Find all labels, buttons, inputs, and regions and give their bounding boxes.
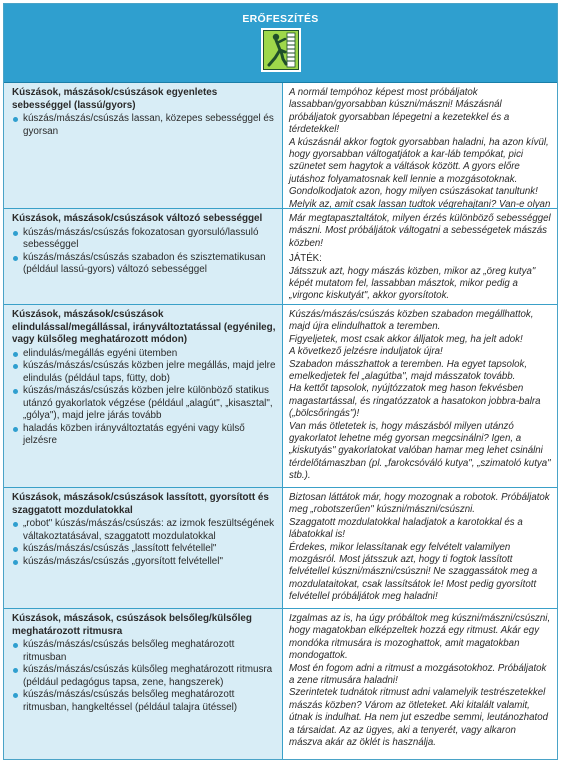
- list-item: kúszás/mászás/csúszás belsőleg meghatározott ritmusban, hangkeltéssel (például talajra ütéssel): [12, 689, 276, 714]
- exercise-bullets: [12, 348, 276, 448]
- activity-table: [3, 3, 558, 760]
- exercise-bullets: [12, 639, 276, 714]
- list-item: elindulás/megállás egyéni ütemben: [12, 348, 276, 361]
- exercise-bullets: [12, 113, 276, 138]
- instruction-paragraph: Gondolkodjatok azon, hogy milyen csúszásokat tanultunk! Melyik az, amit csak lassan tudtok végrehajtani? Van-e olyan: [289, 186, 551, 208]
- section-header: [4, 4, 557, 83]
- instruction-paragraph: Most én fogom adni a ritmust a mozgásotokhoz. Próbáljatok a zene ritmusára haladni!: [289, 662, 547, 687]
- instruction-cell: [283, 83, 557, 208]
- list-item: kúszás/mászás/csúszás fokozatosan gyorsuló/lassuló sebességgel: [12, 227, 276, 252]
- table-row: [4, 609, 557, 759]
- activity-rows: [4, 83, 557, 759]
- game-label: JÁTÉK:: [289, 253, 322, 265]
- exercise-title: Kúszások, mászások/csúszások változó sebességgel: [12, 213, 263, 224]
- instruction-paragraph: A normál tempóhoz képest most próbáljatok lassabban/gyorsabban kúszni/mászni! Mászásnál próbáljatok gyorsabban lépegetni a kezetekkel és a térdetekkel!: [289, 87, 510, 136]
- exercise-bullets: [12, 518, 276, 568]
- instruction-paragraph: A következő jelzésre induljatok újra!: [289, 346, 443, 358]
- instruction-paragraph: Ha kettőt tapsolok, nyújtózzatok meg hason fekvésben magastartással, és ringatózzatok a hasatokon jobbra-balra („bölcsőringás")!: [289, 383, 541, 420]
- game-text: Játsszuk azt, hogy mászás közben, mikor az „öreg kutya" képét mutatom fel, lassabban másztok, mikor pedig a „virgonc kiskutyát", akkor gyorsítotok.: [289, 265, 536, 302]
- list-item: kúszás/mászás/csúszás „lassított felvétellel": [12, 543, 276, 556]
- instruction-paragraph: Már megtapasztaltátok, milyen érzés különböző sebességgel mászni. Most próbáljátok váltogatni a sebességetek mászás közben!: [289, 213, 551, 249]
- exercise-cell: [4, 488, 283, 608]
- instruction-paragraph: Izgalmas az is, ha úgy próbáltok meg kúszni/mászni/csúszni, hogy magatokban elképzeltek hozzá egy ritmust. Akár egy mondóka ritmusára is mozoghattok, amit magatokban mondogattok.: [289, 613, 551, 662]
- table-row: [4, 209, 557, 305]
- instruction-paragraph: Érdekes, mikor lelassítanak egy felvételt valamilyen mozgásról. Most játsszuk azt, hogy ti fogtok lassított felvétellel kúszni/mászni/csúszni! Ne szaggassátok meg a mozdulataitokat, csak lassítsátok le! Most pedig gyorsított felvétellel próbáljátok meg haladni!: [289, 541, 538, 603]
- instruction-paragraph: A kúszásnál akkor fogtok gyorsabban haladni, ha azon kívül, hogy gyorsabban váltogatjátok a kar-láb tempókat, pici szünetet sem hagytok a váltások között. A gyors előre jutáshoz folyamatosnak kell lennie a mozgásotoknak.: [289, 136, 549, 185]
- table-row: [4, 83, 557, 209]
- list-item: kúszás/mászás/csúszás lassan, közepes sebességgel és gyorsan: [12, 113, 276, 138]
- exercise-title: Kúszások, mászások/csúszások elindulással/megállással, irányváltoztatással (egyénileg, vagy külsőleg meghatározott módon): [12, 309, 276, 345]
- list-item: kúszás/mászás/csúszás közben jelre megállás, majd jelre elindulás (például taps, fütty, dob): [12, 360, 276, 385]
- exercise-bullets: [12, 227, 276, 277]
- exercise-title: Kúszások, mászások/csúszások egyenletes sebességgel (lassú/gyors): [12, 87, 218, 111]
- list-item: kúszás/mászás/csúszás közben jelre különböző statikus utánzó gyakorlatok végzése (például „alagút", „kisasztal", „gólya"), majd jelre járás tovább: [12, 385, 276, 423]
- list-item: kúszás/mászás/csúszás külsőleg meghatározott ritmusra (például pedagógus tapsa, zene, hangszerek): [12, 664, 276, 689]
- section-title: ERŐFESZÍTÉS: [242, 13, 319, 25]
- instruction-cell: [283, 488, 557, 608]
- instruction-cell: [283, 305, 557, 487]
- list-item: „robot" kúszás/mászás/csúszás: az izmok feszültségének váltakoztatásával, szaggatott mozdulatokkal: [12, 518, 276, 543]
- instruction-paragraph: Szerintetek tudnátok ritmust adni valamelyik testrészetekkel mászás közben? Várom az ötleteket. Aki kitalált valamit, útnak is indulhat. Ha nem jut eszedbe semmi, leutánozhatod a társaidat. Az az ügyes, aki a tenyerét, vagy alkaron mászva akár az öklét is használja.: [289, 687, 549, 749]
- instruction-paragraph: Figyeljetek, most csak akkor álljatok meg, ha jelt adok!: [289, 333, 523, 345]
- exercise-cell: [4, 83, 283, 208]
- exercise-title: Kúszások, mászások/csúszások lassított, gyorsított és szaggatott mozdulatokkal: [12, 492, 269, 516]
- climbing-figure-icon: [261, 28, 301, 72]
- instruction-paragraph: Szaggatott mozdulatokkal haladjatok a karotokkal és a lábatokkal is!: [289, 516, 523, 541]
- instruction-cell: [283, 209, 557, 304]
- instruction-paragraph: Biztosan láttátok már, hogy mozognak a robotok. Próbáljatok meg „robotszerűen" kúszni/mászni/csúszni.: [289, 492, 550, 516]
- exercise-cell: [4, 305, 283, 487]
- list-item: kúszás/mászás/csúszás szabadon és szisztematikusan (például lassú-gyors) változó sebességgel: [12, 252, 276, 277]
- list-item: haladás közben irányváltoztatás egyéni vagy külső jelzésre: [12, 423, 276, 448]
- exercise-cell: [4, 609, 283, 759]
- instruction-paragraph: Kúszás/mászás/csúszás közben szabadon megállhattok, majd újra elindulhattok a teremben.: [289, 309, 534, 333]
- exercise-cell: [4, 209, 283, 304]
- exercise-title: Kúszások, mászások, csúszások belsőleg/külsőleg meghatározott ritmusra: [12, 613, 252, 637]
- table-row: [4, 488, 557, 609]
- instruction-paragraph: Van más ötletetek is, hogy mászásból milyen utánzó gyakorlatot lehetne még gyorsan megcsinálni? Igen, a „kiskutyás" gyakorlatokat valóban hamar meg lehet csinálni térdelőtámaszban (pl. „farokcsóváló kutya", „szimatoló kutya" stb.).: [289, 420, 551, 482]
- instruction-paragraph: Szabadon másszhattok a teremben. Ha egyet tapsolok, emelkedjetek fel „alagútba", majd másszatok tovább.: [289, 358, 528, 383]
- list-item: kúszás/mászás/csúszás „gyorsított felvétellel": [12, 556, 276, 569]
- table-row: [4, 305, 557, 488]
- list-item: kúszás/mászás/csúszás belsőleg meghatározott ritmusban: [12, 639, 276, 664]
- instruction-cell: [283, 609, 557, 759]
